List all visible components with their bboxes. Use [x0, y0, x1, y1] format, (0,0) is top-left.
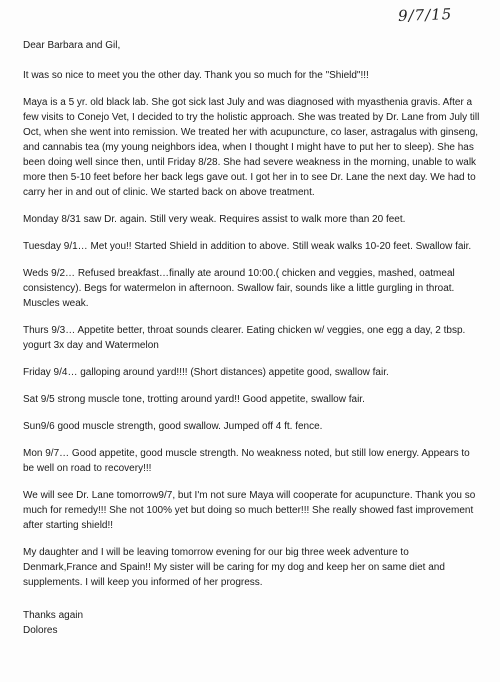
- paragraph-monday: Monday 8/31 saw Dr. again. Still very weak. Requires assist to walk more than 20 feet.: [23, 214, 406, 225]
- paragraph-travel: My daughter and I will be leaving tomorrow evening for our big three week adventure to Denmark,France and Spain!! My sister will be caring for my dog and keep her on same diet and supplements. I will keep you informed of her progress.: [23, 547, 445, 588]
- paragraph-wednesday: Weds 9/2… Refused breakfast…finally ate around 10:00.( chicken and veggies, mashed, oatmeal consistency). Begs for watermelon in afternoon. Swallow fair, sounds like a little gurgling in throat. Muscles weak.: [23, 268, 455, 309]
- salutation: Dear Barbara and Gil,: [23, 40, 121, 51]
- paragraph-thanks: It was so nice to meet you the other day. Thank you so much for the "Shield"!!!: [23, 70, 369, 81]
- paragraph-friday: Friday 9/4… galloping around yard!!!! (Short distances) appetite good, swallow fair.: [23, 367, 389, 378]
- paragraph-monday-recovery: Mon 9/7… Good appetite, good muscle strength. No weakness noted, but still low energy. Appears to be well on road to recovery!!!: [23, 448, 470, 474]
- paragraph-sunday: Sun9/6 good muscle strength, good swallow. Jumped off 4 ft. fence.: [23, 421, 323, 432]
- handwritten-date: 9/7/15: [397, 5, 453, 25]
- paragraph-history: Maya is a 5 yr. old black lab. She got sick last July and was diagnosed with myasthenia gravis. After a few visits to Conejo Vet, I decided to try the holistic approach. She was treated by Dr. Lane from July till Oct, when she went into remission. We treated her with acupuncture, co laser, astragalus with ginseng, and cannabis tea (my young neighbors idea, when I thought I might have to put her to sleep). She has been doing well since then, until Friday 8/28. She had severe weakness in the morning, unable to walk more then 5-10 feet before her back legs gave out. I got her in to see Dr. Lane the next day. We had to carry her in and out of clinic. We started back on above treatment.: [23, 97, 480, 198]
- paragraph-followup: We will see Dr. Lane tomorrow9/7, but I'm not sure Maya will cooperate for acupuncture. Thank you so much for remedy!!! She not 100% yet but doing so much better!!! She really showed fast improvement after starting shield!!: [23, 490, 476, 531]
- paragraph-saturday: Sat 9/5 strong muscle tone, trotting around yard!! Good appetite, swallow fair.: [23, 394, 365, 405]
- closing: [23, 608, 483, 638]
- signature: Dolores: [23, 625, 58, 636]
- closing-text: Thanks again: [23, 610, 84, 621]
- letter-body: [23, 38, 483, 638]
- paragraph-tuesday: Tuesday 9/1… Met you!! Started Shield in addition to above. Still weak walks 10-20 feet. Swallow fair.: [23, 241, 472, 252]
- paragraph-thursday: Thurs 9/3… Appetite better, throat sounds clearer. Eating chicken w/ veggies, one egg a day, 2 tbsp. yogurt 3x day and Watermelon: [23, 325, 466, 351]
